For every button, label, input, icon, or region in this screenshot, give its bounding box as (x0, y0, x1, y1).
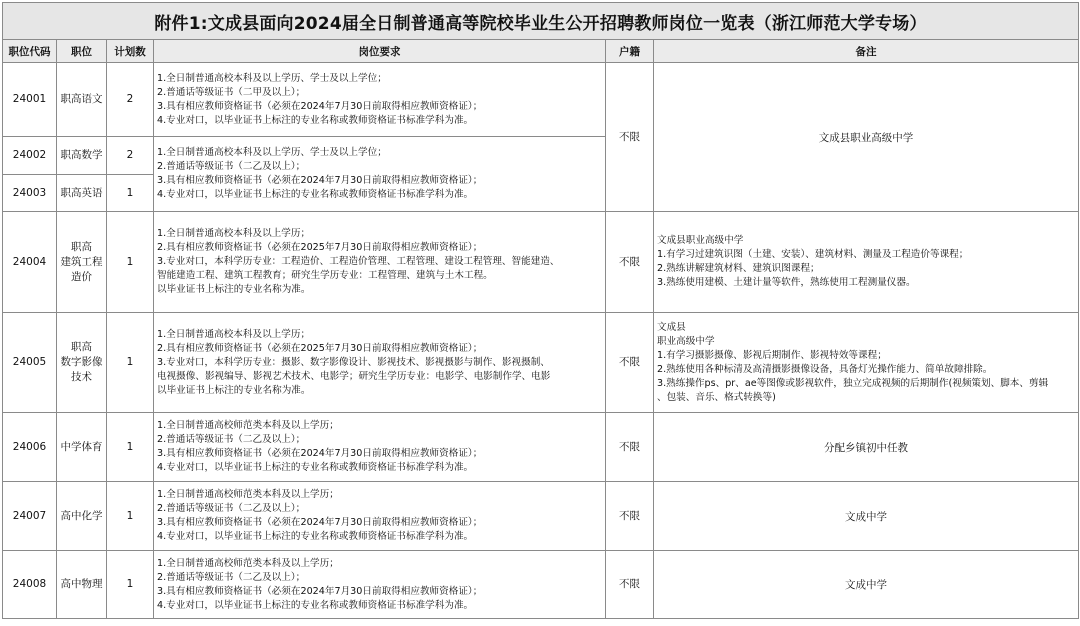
table-row (3, 413, 1079, 482)
cell-requirements: 1.全日制普通高校本科及以上学历； 2.具有相应教师资格证书（必须在2025年7月30日前取得相应教师资格证）； 3.专业对口，本科学历专业：摄影、数字影像设计、影视技术、影视摄影与制作、影视摄制、 电视摄像、影视编导、影视艺术技术、电影学；研究生学历专业：电影学、电影制作学、电影 以毕业证书上标注的专业名称为准。 (154, 313, 606, 413)
cell-code: 24006 (3, 413, 57, 482)
header-code: 职位代码 (3, 40, 57, 63)
cell-hukou: 不限 (606, 63, 654, 212)
table-row (3, 313, 1079, 413)
cell-position: 高中化学 (57, 482, 107, 551)
cell-hukou: 不限 (606, 413, 654, 482)
recruitment-table-sheet (2, 2, 1078, 619)
cell-remarks: 分配乡镇初中任教 (654, 413, 1079, 482)
table-row (3, 551, 1079, 619)
cell-code: 24001 (3, 63, 57, 137)
cell-quota: 1 (107, 551, 154, 619)
cell-remarks: 文成中学 (654, 482, 1079, 551)
cell-quota: 2 (107, 137, 154, 175)
cell-position: 中学体育 (57, 413, 107, 482)
cell-quota: 1 (107, 175, 154, 212)
cell-code: 24002 (3, 137, 57, 175)
cell-quota: 1 (107, 413, 154, 482)
cell-remarks: 文成县 职业高级中学 1.有学习摄影摄像、影视后期制作、影视特效等课程； 2.熟练使用各种标清及高清摄影摄像设备，具备灯光操作能力、简单故障排除。 3.熟练操作ps、pr、ae等图像或影视软件，独立完成视频的后期制作(视频策划、脚本、剪辑 、包装、音乐、格式转换等) (654, 313, 1079, 413)
cell-hukou: 不限 (606, 212, 654, 313)
recruitment-table (2, 2, 1079, 619)
table-row (3, 63, 1079, 137)
cell-requirements: 1.全日制普通高校本科及以上学历、学士及以上学位； 2.普通话等级证书（二甲及以上）； 3.具有相应教师资格证书（必须在2024年7月30日前取得相应教师资格证）； 4.专业对口，以毕业证书上标注的专业名称或教师资格证书标准学科为准。 (154, 63, 606, 137)
cell-remarks: 文成县职业高级中学 (654, 63, 1079, 212)
cell-position: 职高数学 (57, 137, 107, 175)
cell-code: 24003 (3, 175, 57, 212)
cell-position: 职高英语 (57, 175, 107, 212)
header-position: 职位 (57, 40, 107, 63)
cell-requirements: 1.全日制普通高校师范类本科及以上学历； 2.普通话等级证书（二乙及以上）； 3.具有相应教师资格证书（必须在2024年7月30日前取得相应教师资格证）； 4.专业对口，以毕业证书上标注的专业名称或教师资格证书标准学科为准。 (154, 413, 606, 482)
cell-quota: 1 (107, 482, 154, 551)
cell-code: 24005 (3, 313, 57, 413)
cell-quota: 1 (107, 313, 154, 413)
cell-quota: 2 (107, 63, 154, 137)
cell-quota: 1 (107, 212, 154, 313)
table-row (3, 212, 1079, 313)
cell-requirements: 1.全日制普通高校本科及以上学历、学士及以上学位； 2.普通话等级证书（二乙及以上）； 3.具有相应教师资格证书（必须在2024年7月30日前取得相应教师资格证）； 4.专业对口，以毕业证书上标注的专业名称或教师资格证书标准学科为准。 (154, 137, 606, 212)
cell-hukou: 不限 (606, 482, 654, 551)
cell-hukou: 不限 (606, 551, 654, 619)
table-title: 附件1:文成县面向2024届全日制普通高等院校毕业生公开招聘教师岗位一览表（浙江师范大学专场） (3, 3, 1079, 40)
header-quota: 计划数 (107, 40, 154, 63)
table-row (3, 482, 1079, 551)
cell-requirements: 1.全日制普通高校本科及以上学历； 2.具有相应教师资格证书（必须在2025年7月30日前取得相应教师资格证）； 3.专业对口，本科学历专业：工程造价、工程造价管理、工程管理、建设工程管理、智能建造、 智能建造工程、建筑工程教育；研究生学历专业：工程管理、建筑与土木工程。 以毕业证书上标注的专业名称为准。 (154, 212, 606, 313)
cell-remarks: 文成县职业高级中学 1.有学习过建筑识图（土建、安装）、建筑材料、测量及工程造价等课程； 2.熟练讲解建筑材料、建筑识图课程； 3.熟练使用建模、土建计量等软件，熟练使用工程测量仪器。 (654, 212, 1079, 313)
header-remarks: 备注 (654, 40, 1079, 63)
cell-position: 职高 建筑工程 造价 (57, 212, 107, 313)
cell-remarks: 文成中学 (654, 551, 1079, 619)
header-hukou: 户籍 (606, 40, 654, 63)
cell-position: 高中物理 (57, 551, 107, 619)
header-requirements: 岗位要求 (154, 40, 606, 63)
cell-position: 职高语文 (57, 63, 107, 137)
cell-hukou: 不限 (606, 313, 654, 413)
cell-code: 24004 (3, 212, 57, 313)
cell-code: 24007 (3, 482, 57, 551)
cell-requirements: 1.全日制普通高校师范类本科及以上学历； 2.普通话等级证书（二乙及以上）； 3.具有相应教师资格证书（必须在2024年7月30日前取得相应教师资格证）； 4.专业对口，以毕业证书上标注的专业名称或教师资格证书标准学科为准。 (154, 482, 606, 551)
cell-requirements: 1.全日制普通高校师范类本科及以上学历； 2.普通话等级证书（二乙及以上）； 3.具有相应教师资格证书（必须在2024年7月30日前取得相应教师资格证）； 4.专业对口，以毕业证书上标注的专业名称或教师资格证书标准学科为准。 (154, 551, 606, 619)
cell-position: 职高 数字影像 技术 (57, 313, 107, 413)
cell-code: 24008 (3, 551, 57, 619)
